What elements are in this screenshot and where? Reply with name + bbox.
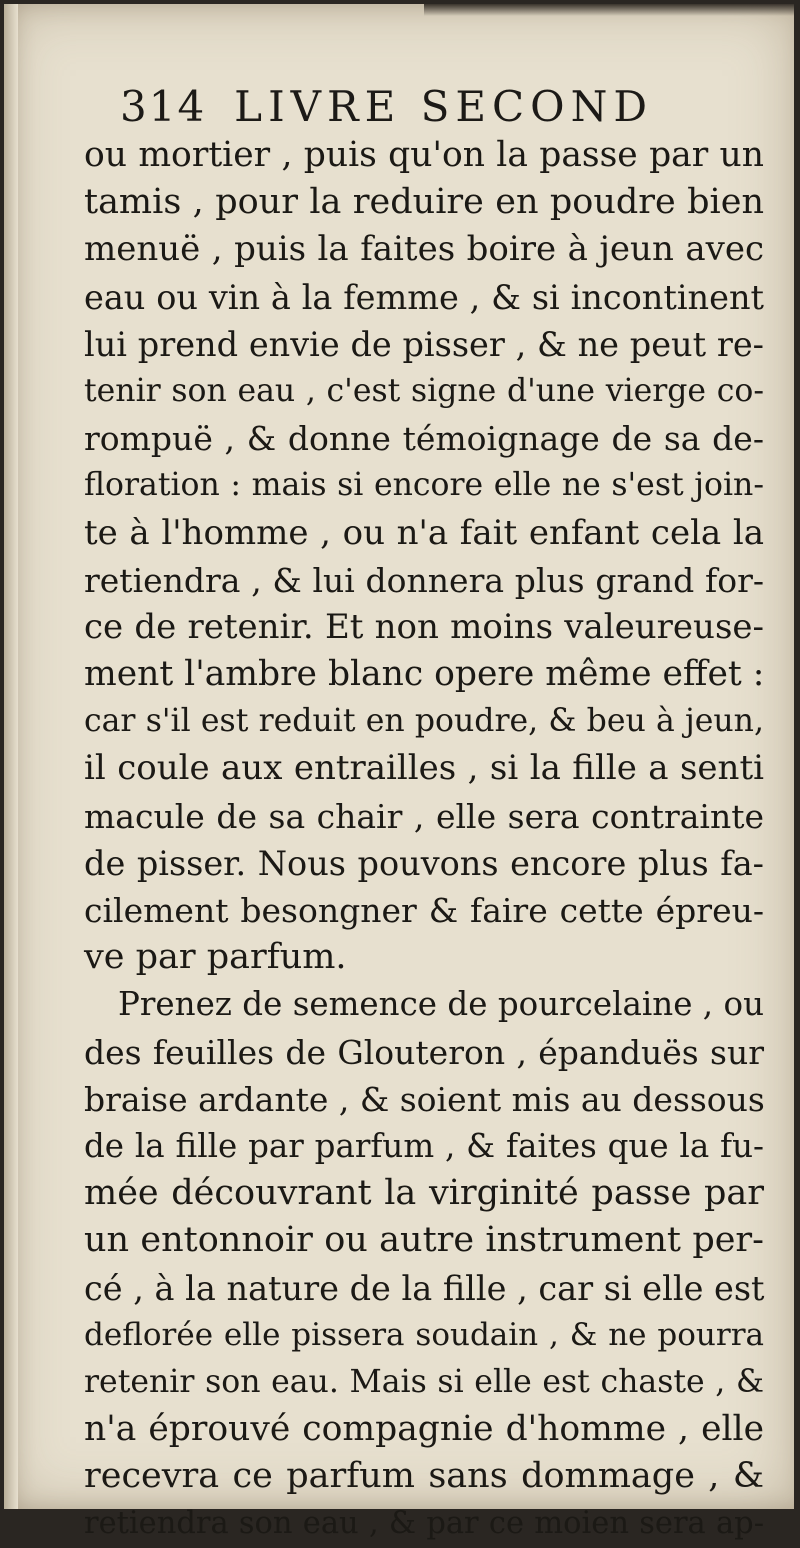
text-line: cilement besongner & faire cette épreu-	[84, 891, 764, 930]
text-line: de pisser. Nous pouvons encore plus fa-	[84, 843, 764, 883]
text-line: ou mortier , puis qu'on la passe par un	[84, 135, 764, 175]
text-line: eau ou vin à la femme , & si incontinent	[84, 277, 764, 317]
text-line: tamis , pour la reduire en poudre bien	[84, 182, 764, 223]
text-line: des feuilles de Glouteron , épanduës sur	[84, 1032, 764, 1072]
page-top-edge	[424, 4, 794, 16]
text-line: tenir son eau , c'est signe d'une vierge co-	[84, 372, 764, 409]
text-line: rompuë , & donne témoignage de sa de-	[84, 419, 764, 459]
text-line: il coule aux entrailles , si la fille a senti	[84, 748, 764, 789]
text-line: ment l'ambre blanc opere même effet :	[84, 654, 765, 695]
text-line: te à l'homme , ou n'a fait enfant cela la	[84, 512, 764, 553]
text-line: recevra ce parfum sans dommage , &	[84, 1456, 764, 1497]
page-number: 314	[120, 82, 207, 131]
text-line: braise ardante , & soient mis au dessous	[84, 1079, 765, 1119]
paragraph-end-line: ve par parfum.	[84, 937, 347, 978]
paragraph-start-line: Prenez de semence de pourcelaine , ou	[118, 985, 764, 1024]
text-line: cé , à la nature de la fille , car si elle est	[84, 1268, 765, 1308]
running-title: LIVRE SECOND	[234, 82, 654, 131]
body-text	[84, 132, 764, 1548]
text-line: n'a éprouvé compagnie d'homme , elle	[84, 1409, 764, 1450]
text-line: retenir son eau. Mais si elle est chaste , &	[84, 1363, 764, 1400]
running-header	[120, 82, 653, 131]
text-line: ce de retenir. Et non moins valeureuse-	[84, 606, 764, 647]
page-gutter-shadow	[4, 4, 18, 1509]
text-line: un entonnoir ou autre instrument per-	[84, 1220, 764, 1261]
text-line: de la fille par parfum , & faites que la fu-	[84, 1126, 764, 1165]
text-line: deflorée elle pissera soudain , & ne pourra	[84, 1316, 764, 1353]
text-line: retiendra , & lui donnera plus grand for-	[84, 560, 764, 600]
text-line: car s'il est reduit en poudre, & beu à jeun,	[84, 703, 764, 740]
text-line: floration : mais si encore elle ne s'est join-	[84, 467, 764, 504]
text-line: menuë , puis la faites boire à jeun avec	[84, 229, 764, 270]
text-line: macule de sa chair , elle sera contrainte	[84, 796, 764, 836]
book-page	[4, 4, 794, 1542]
text-line: mée découvrant la virginité passe par	[84, 1173, 764, 1214]
text-line: lui prend envie de pisser , & ne peut re-	[84, 324, 764, 364]
text-line: retiendra son eau , & par ce moien sera ap-	[84, 1506, 764, 1542]
